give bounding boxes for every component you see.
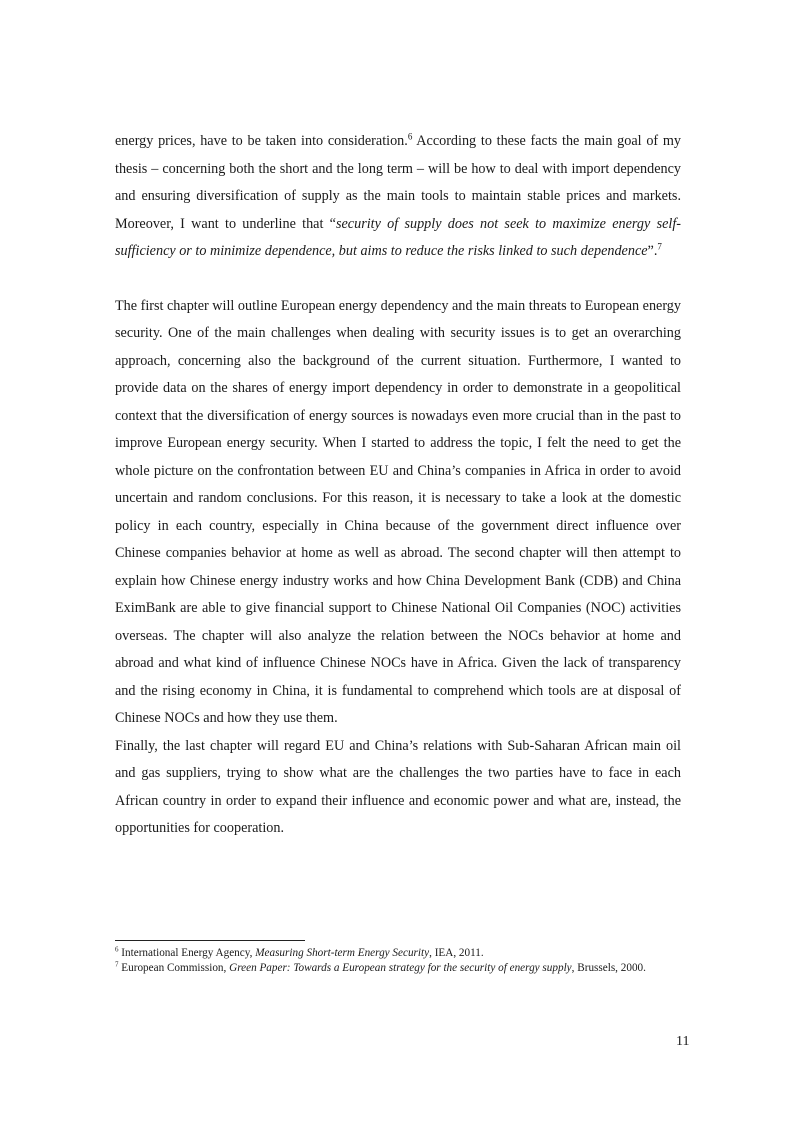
paragraph-1-text-c: ”. bbox=[647, 243, 658, 259]
paragraph-1-text-a: energy prices, have to be taken into consideration. bbox=[115, 133, 408, 149]
paragraph-1-quote: security of supply does not seek to maximize energy self-sufficiency or to minimize dependence, but aims to reduce the risks linked to such dependence bbox=[115, 215, 682, 259]
footnote-ref-6[interactable]: 6 bbox=[407, 131, 413, 142]
footnote-6-number: 6 bbox=[115, 945, 119, 954]
paragraph-3: Finally, the last chapter will regard EU and China’s relations with Sub-Saharan African main oil and gas suppliers, trying to show what are the challenges the two parties have to face in each African country in order to expand their influence and economic power and what are, instead, the opportunities for cooperation. bbox=[115, 737, 681, 836]
footnote-7-number: 7 bbox=[115, 960, 119, 969]
footnote-6-post: , IEA, 2011. bbox=[429, 947, 484, 959]
footnotes bbox=[115, 946, 681, 976]
footnote-7-pre: European Commission, bbox=[118, 962, 230, 974]
footnote-ref-7[interactable]: 7 bbox=[657, 241, 662, 252]
footnote-6-title: Measuring Short-term Energy Security bbox=[255, 947, 430, 959]
footnote-7-post: , Brussels, 2000. bbox=[571, 962, 646, 974]
footnote-7-title: Green Paper: Towards a European strategy for the security of energy supply bbox=[229, 962, 572, 974]
paragraph-1-text-b: According to these facts the main goal of my thesis – concerning both the short and the long term – will be how to deal with import dependency and ensuring diversification of supply as the main tools to maintain stable prices and markets. Moreover, I want to underline that “ bbox=[115, 133, 681, 232]
footnote-6-pre: International Energy Agency, bbox=[118, 947, 256, 959]
page-body bbox=[115, 128, 681, 843]
paragraph-1 bbox=[115, 128, 681, 266]
page-number: 11 bbox=[676, 1034, 690, 1049]
paragraph-2: The first chapter will outline European energy dependency and the main threats to European energy security. One of the main challenges when dealing with security issues is to get an overarching approach, concerning also the background of the current situation. Furthermore, I wanted to provide data on the shares of energy import dependency in order to demonstrate in a geopolitical context that the diversification of energy sources is nowadays even more crucial than in the past to improve European energy security. When I started to address the topic, I felt the need to get the whole picture on the confrontation between EU and China’s companies in Africa in order to avoid uncertain and random conclusions. For this reason, it is necessary to take a look at the domestic policy in each country, especially in China because of the government direct influence over Chinese companies behavior at home as well as abroad. The second chapter will then attempt to explain how Chinese energy industry works and how China Development Bank (CDB) and China EximBank are able to give financial support to Chinese National Oil Companies (NOC) activities overseas. The chapter will also analyze the relation between the NOCs behavior at home and abroad and what kind of influence Chinese NOCs have in Africa. Given the lack of transparency and the rising economy in China, it is fundamental to comprehend which tools are at disposal of Chinese NOCs and how they use them. bbox=[115, 297, 681, 726]
footnote-6 bbox=[115, 946, 681, 961]
footnote-7 bbox=[115, 961, 681, 976]
footnote-separator bbox=[115, 940, 305, 941]
